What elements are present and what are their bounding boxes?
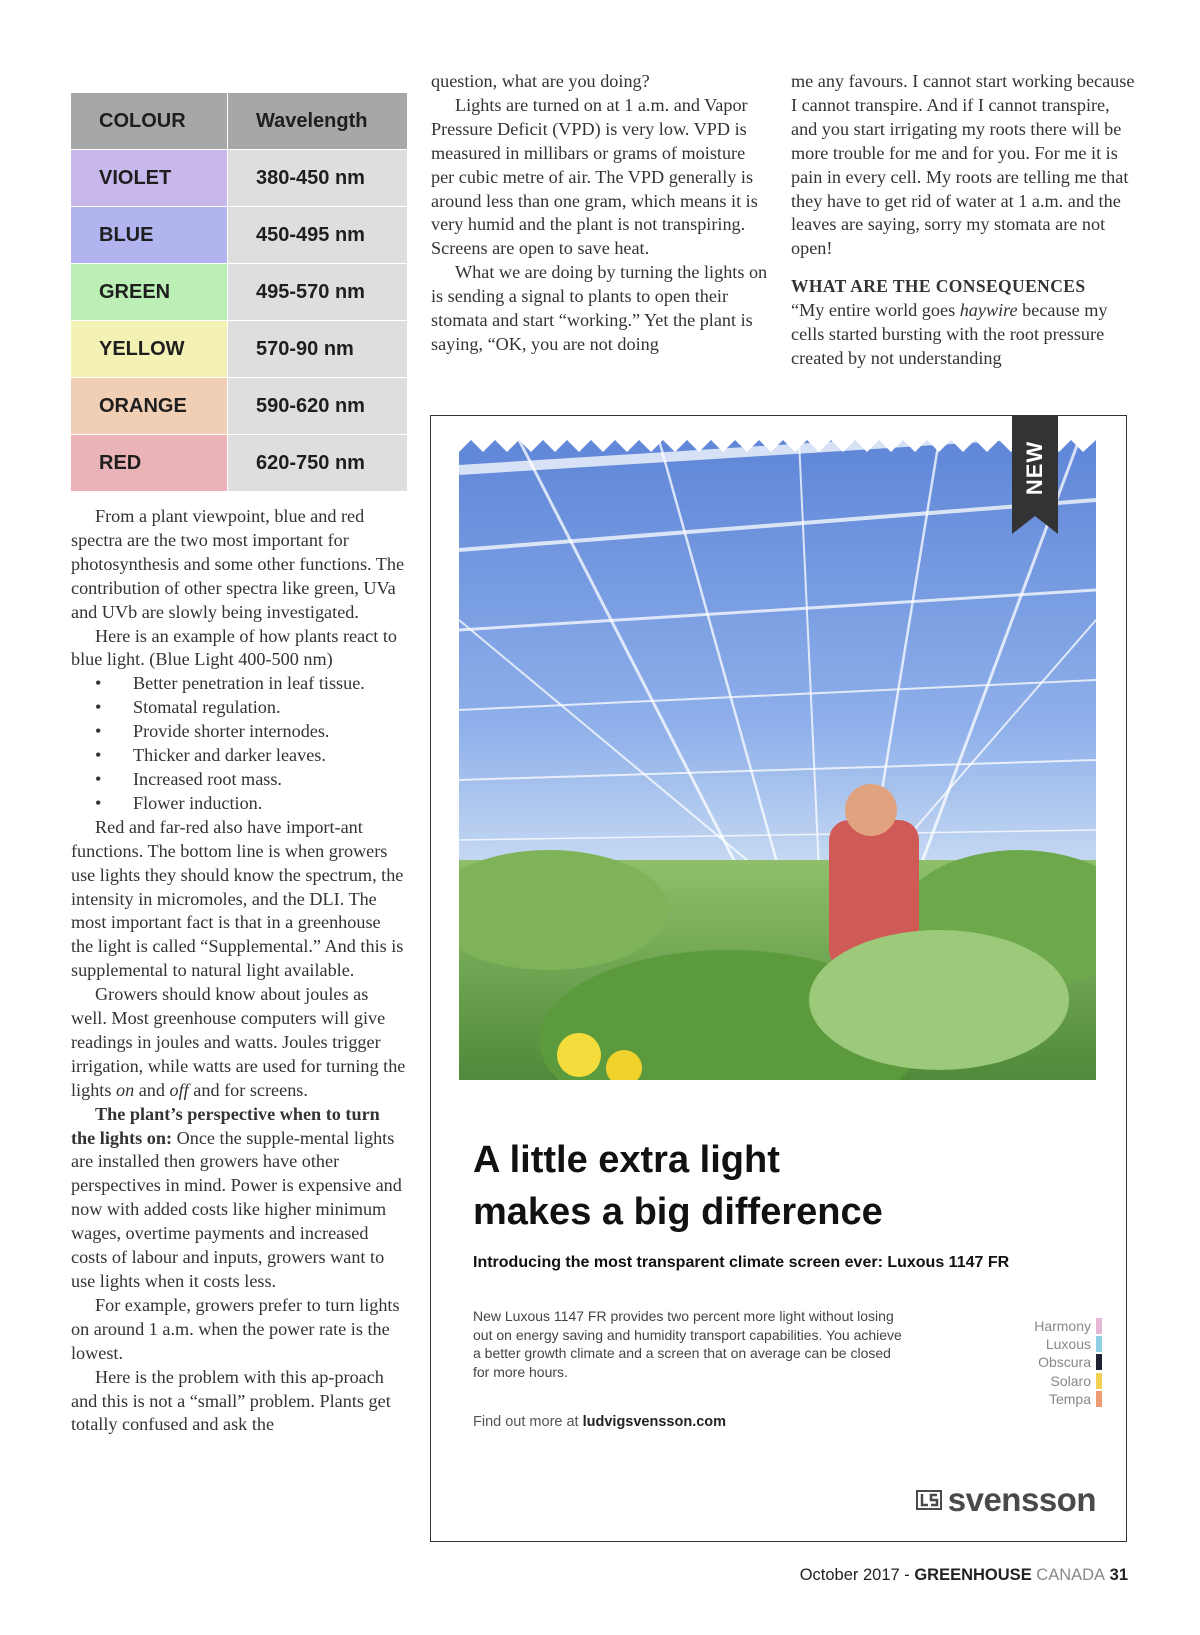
bullet-icon: •	[95, 745, 102, 766]
product-name: Tempa	[1048, 1390, 1091, 1407]
text-run: Growers should know about joules as well. Most greenhouse computers will give readings in joules and watts. Joules trigger irrigation, while watts are used for turning the lights	[71, 984, 406, 1100]
list-item	[71, 768, 407, 792]
brand-wordmark: svensson	[947, 1481, 1096, 1518]
product-name: Luxous	[1045, 1336, 1091, 1353]
list-item	[1034, 1390, 1102, 1408]
colour-wavelength-table	[71, 93, 407, 492]
page-footer	[800, 1566, 1128, 1585]
list-item	[1034, 1317, 1102, 1335]
table-header-row	[71, 93, 407, 150]
paragraph: question, what are you doing?	[431, 71, 650, 91]
new-badge	[1012, 416, 1058, 520]
list-item-text: Provide shorter internodes.	[133, 721, 330, 742]
svensson-advertisement[interactable]	[430, 415, 1127, 1542]
table-header-colour: COLOUR	[71, 93, 228, 150]
table-row	[71, 435, 407, 492]
paragraph: What we are doing by turning the lights on is sending a signal to plants to open their stomata and start “working.” Yet the plant is saying, “OK, you are not doing	[431, 262, 768, 354]
table-row	[71, 207, 407, 264]
text-run: because my cells started bursting with the root pressure created by not understanding	[791, 300, 1108, 368]
table-header-wavelength: Wavelength	[228, 93, 408, 150]
color-swatch	[1096, 1391, 1102, 1407]
text-run: and for screens.	[188, 1079, 308, 1100]
issue-date: October 2017 -	[799, 1566, 915, 1584]
magazine-name-suffix: CANADA	[1031, 1566, 1106, 1584]
paragraph: Here is the problem with this ap-proach and this is not a “small” problem. Plants get totally confused and ask the	[71, 1366, 391, 1435]
colour-cell: VIOLET	[71, 150, 228, 207]
text-run-italic: off	[169, 1079, 189, 1100]
bullet-icon: •	[95, 697, 102, 718]
list-item	[71, 696, 407, 720]
new-badge-text: NEW	[1022, 440, 1048, 496]
table-row	[71, 321, 407, 378]
list-item-text: Better penetration in leaf tissue.	[133, 673, 365, 694]
colour-cell: RED	[71, 435, 228, 492]
list-item-text: Increased root mass.	[133, 768, 282, 789]
paragraph	[71, 983, 407, 1103]
list-item	[1034, 1372, 1102, 1390]
wavelength-cell: 495-570 nm	[228, 264, 408, 321]
paragraph: Lights are turned on at 1 a.m. and Vapor Pressure Deficit (VPD) is very low. VPD is measured in millibars or grams of moisture per cubic metre of air. The VPD generally is around less than one gram, which means it is very humid and the plant is not transpiring. Screens are open to save heat.	[431, 94, 758, 259]
paragraph	[71, 1103, 407, 1294]
list-item	[1034, 1353, 1102, 1371]
website-link[interactable]: ludvigsvensson.com	[582, 1414, 727, 1430]
svensson-logo	[916, 1481, 1096, 1519]
table-row	[71, 150, 407, 207]
bullet-icon: •	[95, 673, 102, 694]
list-item-text: Thicker and darker leaves.	[133, 745, 326, 766]
greenhouse-photo	[459, 440, 1096, 1080]
table-row	[71, 378, 407, 435]
paragraph: me any favours. I cannot start working because I cannot transpire. And if I cannot transpire, and you start irrigating my roots there will be more trouble for me and for you. For me it is pain in every cell. My roots are telling me that they have to get rid of water at 1 a.m. and the leaves are saying, sorry my stomata are not open!	[791, 71, 1135, 259]
paragraph: For example, growers prefer to turn lights on around 1 a.m. when the power rate is the lowest.	[71, 1294, 400, 1363]
list-item-text: Flower induction.	[133, 792, 263, 813]
ad-body-text: New Luxous 1147 FR provides two percent more light without losing out on energy saving and humidity transport capabilities. You achieve a better growth climate and a screen that on average can be closed for more hours.	[473, 1308, 902, 1381]
list-item	[71, 792, 407, 816]
wavelength-cell: 380-450 nm	[228, 150, 408, 207]
ad-headline-line: A little extra light	[473, 1139, 780, 1181]
section-subhead: WHAT ARE THE CONSEQUENCES	[791, 276, 1086, 297]
ls-logo-icon	[916, 1490, 942, 1510]
colour-cell: ORANGE	[71, 378, 228, 435]
right-article-column	[791, 70, 1136, 371]
list-item	[71, 672, 407, 696]
cta-prefix: Find out more at	[473, 1414, 583, 1430]
list-item	[71, 720, 407, 744]
wavelength-cell: 620-750 nm	[228, 435, 408, 492]
list-item	[71, 744, 407, 768]
bullet-icon: •	[95, 721, 102, 742]
color-swatch	[1096, 1373, 1102, 1389]
inline-heading: The plant’s perspective when to turn the lights on:	[71, 1103, 380, 1148]
wavelength-cell: 570-90 nm	[228, 321, 408, 378]
middle-article-column	[431, 70, 771, 357]
blue-light-effects-list	[71, 672, 407, 815]
paragraph: Red and far-red also have import-ant functions. The bottom line is when growers use lights they should know the spectrum, the intensity in micromoles, and the DLI. The most important fact is that in a greenhouse the light is called “Supplemental.” And this is supplemental to natural light available.	[71, 816, 404, 981]
list-item-text: Stomatal regulation.	[133, 697, 281, 718]
color-swatch	[1096, 1354, 1102, 1370]
wavelength-cell: 450-495 nm	[228, 207, 408, 264]
colour-cell: YELLOW	[71, 321, 228, 378]
colour-cell: BLUE	[71, 207, 228, 264]
product-name: Obscura	[1038, 1354, 1091, 1371]
magazine-name: GREENHOUSE	[914, 1566, 1032, 1584]
ad-call-to-action	[473, 1414, 726, 1430]
colour-cell: GREEN	[71, 264, 228, 321]
product-name: Solaro	[1050, 1372, 1091, 1389]
color-swatch	[1096, 1318, 1102, 1334]
text-run: “My entire world goes	[791, 300, 960, 321]
ad-headline	[473, 1134, 1073, 1238]
product-name: Harmony	[1034, 1318, 1091, 1334]
ad-headline-line: makes a big difference	[473, 1191, 883, 1233]
paragraph	[791, 299, 1136, 371]
screen-product-list	[1034, 1317, 1102, 1408]
paragraph: Here is an example of how plants react to blue light. (Blue Light 400-500 nm)	[71, 625, 398, 670]
text-run: Once the supple-mental lights are installed then growers have other perspectives in mind. Power is expensive and now with added costs like higher minimum wages, overtime payments and increased costs of labour and inputs, growers want to use lights when it costs less.	[71, 1127, 402, 1291]
text-run-italic: on	[115, 1079, 135, 1100]
left-article-column	[71, 505, 407, 1437]
table-row	[71, 264, 407, 321]
paragraph: From a plant viewpoint, blue and red spectra are the two most important for photosynthesis and some other functions. The contribution of other spectra like green, UVa and UVb are slowly being investigated.	[71, 506, 405, 622]
text-run: and	[134, 1079, 170, 1100]
wavelength-cell: 590-620 nm	[228, 378, 408, 435]
list-item	[1034, 1335, 1102, 1353]
color-swatch	[1096, 1336, 1102, 1352]
bullet-icon: •	[95, 792, 102, 813]
bullet-icon: •	[95, 768, 102, 789]
text-run-italic: haywire	[959, 300, 1018, 321]
ad-subheadline: Introducing the most transparent climate screen ever: Luxous 1147 FR	[473, 1254, 1010, 1271]
page-number: 31	[1105, 1566, 1128, 1584]
